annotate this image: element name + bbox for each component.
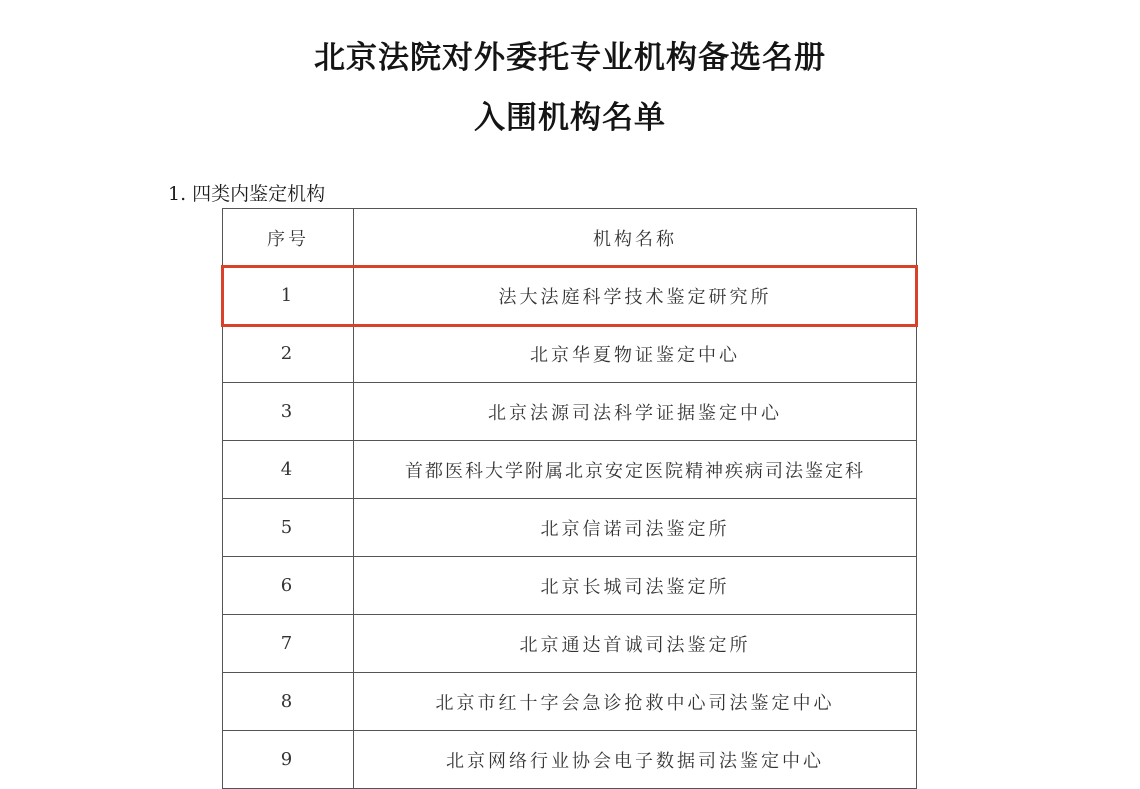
- table-row: [223, 499, 916, 557]
- row-name: 首都医科大学附属北京安定医院精神疾病司法鉴定科: [405, 460, 865, 482]
- table-row: [223, 731, 916, 789]
- table-row-highlighted: [223, 267, 916, 325]
- row-name: 北京华夏物证鉴定中心: [530, 344, 740, 366]
- header-number: 序号: [223, 209, 354, 266]
- row-number: 7: [223, 615, 354, 672]
- row-name: 北京网络行业协会电子数据司法鉴定中心: [446, 750, 824, 772]
- header-name: 机构名称: [593, 228, 677, 250]
- row-name: 北京通达首诚司法鉴定所: [519, 634, 751, 656]
- document-title: 北京法院对外委托专业机构备选名册: [314, 40, 826, 76]
- row-name: 北京长城司法鉴定所: [540, 576, 730, 598]
- row-name: 法大法庭科学技术鉴定研究所: [498, 286, 772, 308]
- row-number: 8: [223, 673, 354, 730]
- table-row: [223, 441, 916, 499]
- table-row: [223, 673, 916, 731]
- row-number: 4: [223, 441, 354, 498]
- institutions-table: [222, 208, 917, 789]
- row-name: 北京市红十字会急诊抢救中心司法鉴定中心: [435, 692, 835, 714]
- row-number: 9: [223, 731, 354, 788]
- row-number: 3: [223, 383, 354, 440]
- table-row: [223, 383, 916, 441]
- row-number: 5: [223, 499, 354, 556]
- row-number: 6: [223, 557, 354, 614]
- section-heading: 1. 四类内鉴定机构: [168, 183, 326, 205]
- row-number: 1: [223, 267, 354, 324]
- row-name: 北京信诺司法鉴定所: [540, 518, 730, 540]
- table-row: [223, 615, 916, 673]
- table-row: [223, 325, 916, 383]
- table-header-row: [223, 209, 916, 267]
- document-subtitle: 入围机构名单: [474, 100, 666, 136]
- table-row: [223, 557, 916, 615]
- row-name: 北京法源司法科学证据鉴定中心: [488, 402, 782, 424]
- row-number: 2: [223, 325, 354, 382]
